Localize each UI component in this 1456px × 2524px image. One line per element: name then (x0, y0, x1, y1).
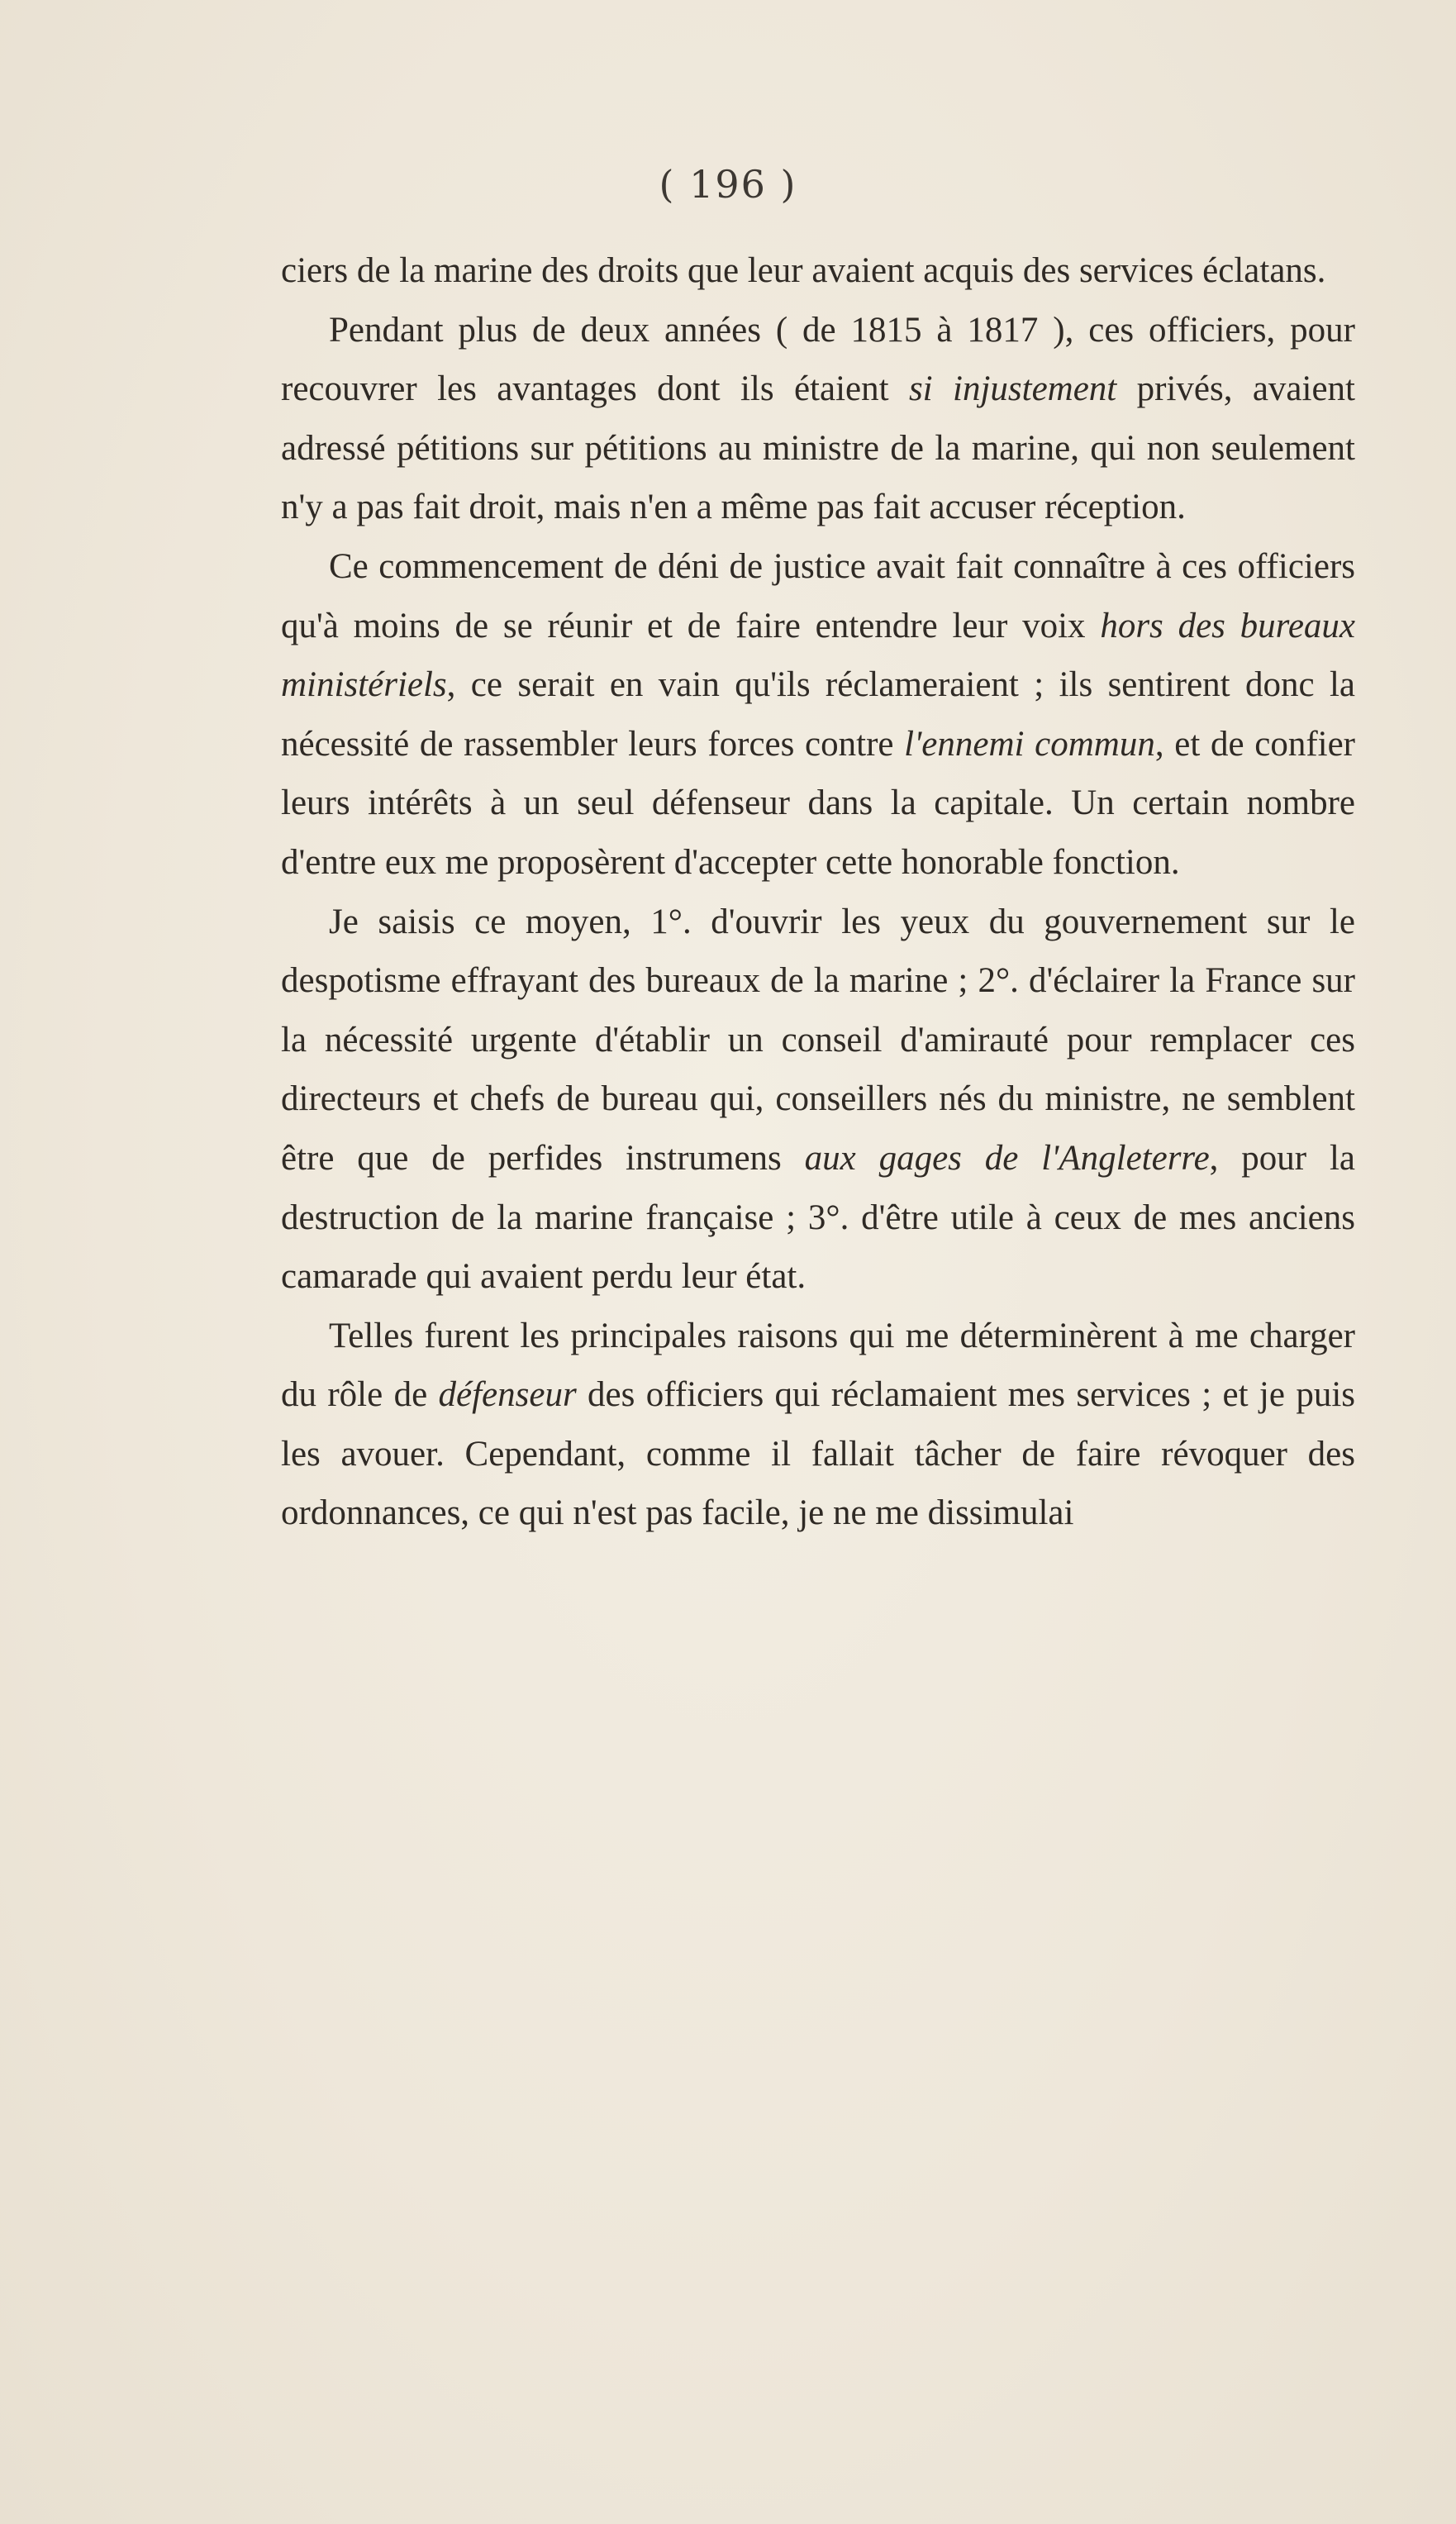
paragraph-3-text-b: , ce serait en vain qu'ils réclameraient ; ils sentirent donc la nécessité de rassembler leurs forces contre (281, 665, 1355, 764)
body-text (281, 241, 1355, 1543)
paragraph-5-text-a: Telles furent les principales raisons qui me déterminèrent à me charger du rôle de (281, 1316, 1355, 1415)
paragraph-2-text-b: privés, avaient adressé pétitions sur pétitions au ministre de la marine, qui non seulement n'y a pas fait droit, mais n'en a même pas fait accuser réception. (281, 369, 1355, 527)
paragraph-2 (281, 301, 1355, 537)
paragraph-3-italic-b: l'ennemi commun (904, 724, 1155, 764)
paragraph-5 (281, 1307, 1355, 1543)
paragraph-4-italic: aux gages de l'Angleterre (804, 1138, 1210, 1178)
paragraph-3 (281, 537, 1355, 893)
paragraph-5-italic: défenseur (438, 1375, 577, 1415)
paragraph-1 (281, 241, 1355, 301)
paragraph-3-italic-a: hors des bureaux ministériels (281, 606, 1355, 705)
paragraph-4 (281, 893, 1355, 1307)
paragraph-4-text-a: Je saisis ce moyen, 1°. d'ouvrir les yeux du gouvernement sur le despotisme effrayant des bureaux de la marine ; 2°. d'éclairer la France sur la nécessité urgente d'établir un conseil d'amirauté pour remplacer ces directeurs et chefs de bureau qui, conseillers nés du ministre, ne semblent être que de perfides instrumens (281, 902, 1355, 1178)
paragraph-1-text: ciers de la marine des droits que leur avaient acquis des services éclatans. (281, 251, 1326, 290)
paragraph-5-text-b: des officiers qui réclamaient mes services ; et je puis les avouer. Cependant, comme il fallait tâcher de faire révoquer des ordonnances, ce qui n'est pas facile, je ne me dissimulai (281, 1375, 1355, 1533)
page-number: ( 196 ) (659, 162, 797, 207)
paragraph-4-text-b: , pour la destruction de la marine française ; 3°. d'être utile à ceux de mes anciens camarade qui avaient perdu leur état. (281, 1138, 1356, 1297)
paragraph-3-text-a: Ce commencement de déni de justice avait fait connaître à ces officiers qu'à moins de se réunir et de faire entendre leur voix (281, 546, 1355, 645)
paragraph-2-italic: si injustement (908, 369, 1117, 409)
paragraph-3-text-c: , et de confier leurs intérêts à un seul défenseur dans la capitale. Un certain nombre d'entre eux me proposèrent d'accepter cette honorable fonction. (281, 724, 1355, 882)
paragraph-2-text-a: Pendant plus de deux années ( de 1815 à 1817 ), ces officiers, pour recouvrer les avantages dont ils étaient (281, 310, 1355, 409)
